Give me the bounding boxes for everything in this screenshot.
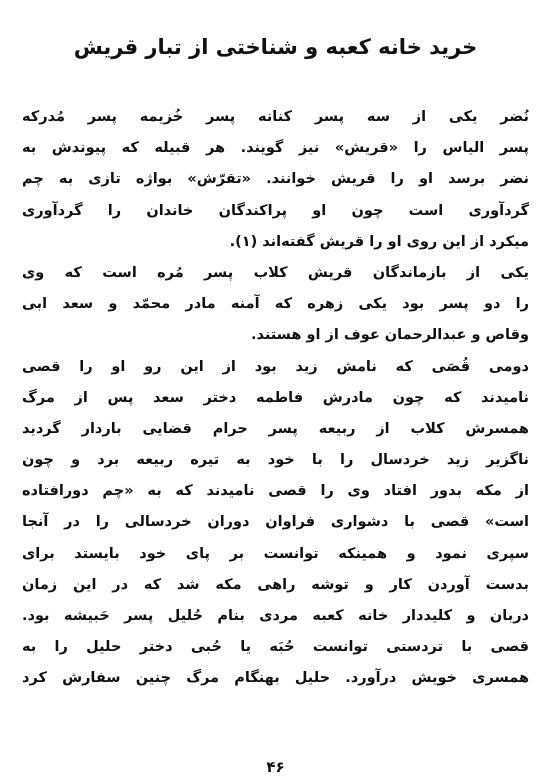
text-line: همسری خویش درآورد. حلیل بهنگام مرگ چنین سفارش کرد	[22, 670, 529, 687]
text-line: یکی از بازماندگان قریش کلاب پسر مُره است که وی	[22, 264, 529, 281]
chapter-title: خرید خانه کعبه و شناختی از تبار قریش	[73, 35, 478, 59]
page-number: ۴۶	[266, 758, 285, 776]
body-text	[22, 102, 529, 695]
text-line: وقاص و عبدالرحمان عوف از او هستند.	[250, 327, 529, 344]
text-line: ناگزیر زید خردسال را با خود به تیره ربیعه برد و چون	[22, 452, 529, 469]
text-line: گردآوری است چون او پراکندگان خاندان را گردآوری	[22, 202, 529, 219]
text-line: میکرد از این روی او را قریش گفته‌اند (۱).	[229, 233, 529, 250]
text-line: بدست آوردن کار و توشه راهی مکه شد که در این زمان	[22, 576, 529, 593]
text-line: دربان و کلیددار خانه کعبه مردی بنام حُلیل پسر حَبیشه بود.	[22, 608, 529, 624]
text-line: دومی قُصَی که نامش زید بود از این رو او را قصی	[22, 358, 529, 375]
text-line: نضر برسد او را قریش خوانند. «تقرّش» بواژه تازی به چم	[22, 171, 529, 188]
text-line: پسر الیاس را «قریش» نیز گویند. هر قبیله که پیوندش به	[22, 140, 529, 157]
text-line: از مکه بدور افتاد وی را قصی نامیدند که به «چم دورافتاده	[22, 483, 529, 500]
text-line: قصی با تردستی توانست حُبَه یا حُبی دختر حلیل را به	[22, 639, 529, 656]
text-line: همسرش کلاب از ربیعه پسر حرام قضایی باردار گردید	[22, 420, 529, 437]
text-line: است» قصی با دشواری فراوان دوران خردسالی را در آنجا	[22, 514, 529, 531]
text-line: نامیدند که چون مادرش فاطمه دختر سعد پس از مرگ	[22, 389, 529, 406]
text-line: نُضر یکی از سه پسر کنانه پسر خُزیمه پسر مُدرکه	[22, 109, 529, 125]
text-line: را دو پسر بود یکی زهره که آمنه مادر محمّد و سعد ابی	[22, 296, 529, 313]
text-line: سپری نمود و همینکه توانست بر پای خود بایستد برای	[22, 545, 529, 562]
